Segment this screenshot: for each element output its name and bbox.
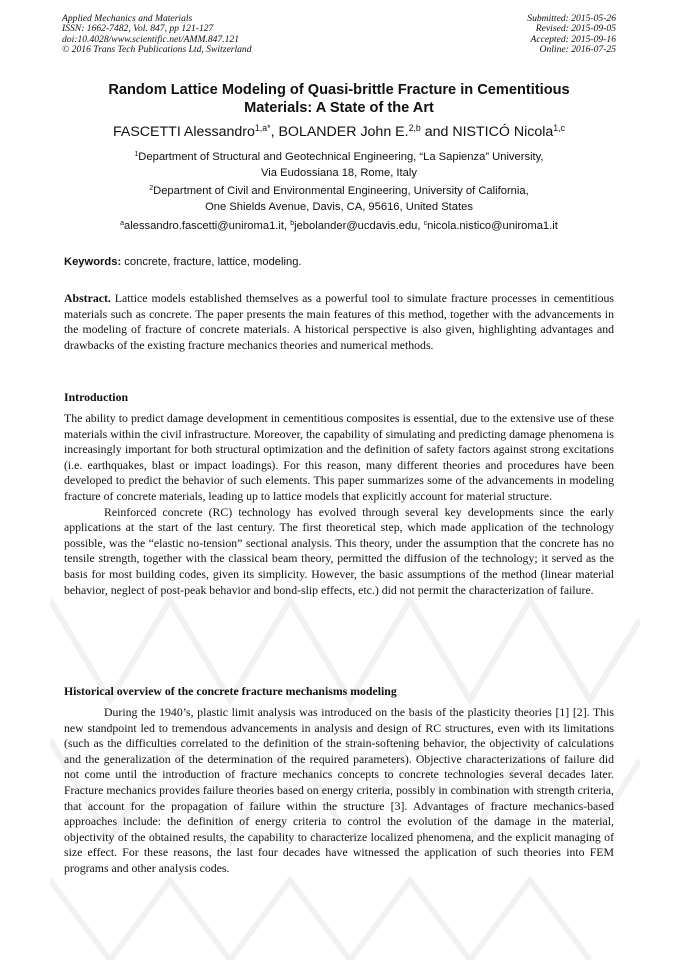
section-heading-historical: Historical overview of the concrete fracture mechanisms modeling — [64, 684, 397, 698]
submission-dates — [527, 14, 616, 56]
email-separator: , — [284, 220, 291, 232]
title-line: Materials: A State of the Art — [244, 100, 434, 116]
author-separator: and — [420, 124, 453, 140]
paper-title — [70, 81, 608, 117]
email-mark: b — [290, 220, 295, 228]
title-line: Random Lattice Modeling of Quasi-brittle Fracture in Cementitious — [108, 82, 570, 98]
email-mark: a — [120, 220, 125, 228]
paragraph: During the 1940’s, plastic limit analysis was introduced on the basis of the plasticity theories [1] [2]. This new standpoint led to tremendous advancements in analysis and design of RC structures, even with its limitations (such as the difficulties correlated to the definition of the strain-softening behavior, the objectivity of calculations and the generalization of the determination of the required parameters). Objective characterizations of failure did not come until the introduction of fracture mechanics concepts to concrete technologies several decades later. Fracture mechanics provides failure theories based on energy criteria, possibly in combination with strength criteria, that account for the propagation of failure within the structure [3]. Advantages of fracture mechanics-based approaches include: the definition of energy criteria to control the evolution of the damage in the material, objectivity of the obtained results, the capability to characterize localized phenomena, and the explicit managing of size effect. For these reasons, the last four decades have witnessed the application of such theories into FEM programs and other analysis codes. — [64, 705, 614, 875]
author-emails — [40, 219, 638, 234]
author-affiliation-mark: 2,b — [408, 123, 421, 134]
submitted-date: Submitted: 2015-05-26 — [527, 13, 616, 24]
introduction-body — [64, 411, 614, 598]
email-address[interactable]: jebolander@ucdavis.edu — [294, 220, 418, 232]
affiliation-line: Department of Structural and Geotechnical Engineering, “La Sapienza” University, — [138, 151, 544, 163]
keywords — [64, 255, 302, 270]
affiliation-line: Via Eudossiana 18, Rome, Italy — [261, 166, 417, 179]
email-mark: c — [423, 220, 428, 228]
email-address[interactable]: alessandro.fascetti@uniroma1.it — [124, 220, 284, 232]
revised-date: Revised: 2015-09-05 — [535, 23, 616, 35]
abstract-text: Lattice models established themselves as a powerful tool to simulate fracture processes in cementitious materials such as concrete. The paper presents the main features of this method, together with the advancements in the modeling of fracture of concrete materials. A historical perspective is also given, highlighting advantages and drawbacks of the existing fracture mechanics theories and numerical methods. — [64, 291, 614, 352]
keywords-label: Keywords: — [64, 256, 122, 268]
historical-body — [64, 705, 614, 877]
journal-name: Applied Mechanics and Materials — [62, 13, 193, 24]
paragraph: The ability to predict damage development in cementitious composites is essential, due to the extensive use of these materials within the civil infrastructure. Moreover, the capability of simulating and predicting damage phenomena is increasingly important for both structural optimization and the definition of safety factors against strong excitations (i.e. earthquakes, blast or impact loadings). For this reason, many different theories and procedures have been developed to predict the behavior of such elements. This paper summarizes some of the advancements in modeling fracture of concrete materials, leading up to lattice models that explicitly account for material structure. — [64, 411, 614, 503]
keywords-text: concrete, fracture, lattice, modeling. — [121, 256, 302, 268]
abstract-label: Abstract. — [64, 291, 111, 305]
copyright-line: © 2016 Trans Tech Publications Ltd, Switzerland — [62, 44, 252, 56]
affiliation-mark: 2 — [149, 185, 154, 193]
journal-info — [62, 14, 252, 56]
affiliation — [60, 184, 618, 215]
online-date: Online: 2016-07-25 — [539, 44, 616, 56]
accepted-date: Accepted: 2015-09-16 — [530, 33, 616, 45]
affiliation — [60, 150, 618, 181]
doi-line: doi:10.4028/www.scientific.net/AMM.847.121 — [62, 33, 240, 45]
author-name: BOLANDER John E. — [278, 124, 409, 140]
author-name: NISTICÓ Nicola — [452, 124, 554, 140]
affiliation-mark: 1 — [134, 151, 139, 159]
email-separator: , — [417, 220, 424, 232]
author-affiliation-mark: 1,c — [553, 123, 566, 134]
paragraph: Reinforced concrete (RC) technology has evolved through several key developments since the early applications at the start of the last century. The first theoretical step, which made application of the technology possible, was the “elastic no-tension” sectional analysis. This theory, under the assumption that the concrete has no tensile strength, together with the classical beam theory, permitted the diffusion of the technology; it served as the basis for most building codes, given its simplicity. However, the basic assumptions of the method (linear material behavior, neglect of post-peak behavior and bond-slip effects, etc.) did not permit the characterization of failure. — [64, 504, 614, 597]
section-heading-introduction: Introduction — [64, 390, 129, 404]
author-affiliation-mark: 1,a* — [254, 123, 271, 134]
author-separator: , — [270, 124, 279, 140]
issn-line: ISSN: 1662-7482, Vol. 847, pp 121-127 — [62, 23, 214, 35]
author-list — [40, 123, 638, 141]
affiliation-line: Department of Civil and Environmental Engineering, University of California, — [153, 185, 529, 197]
author-name: FASCETTI Alessandro — [112, 124, 255, 140]
email-address[interactable]: nicola.nistico@uniroma1.it — [427, 220, 558, 232]
affiliation-line: One Shields Avenue, Davis, CA, 95616, United States — [205, 200, 473, 213]
abstract — [64, 291, 614, 353]
